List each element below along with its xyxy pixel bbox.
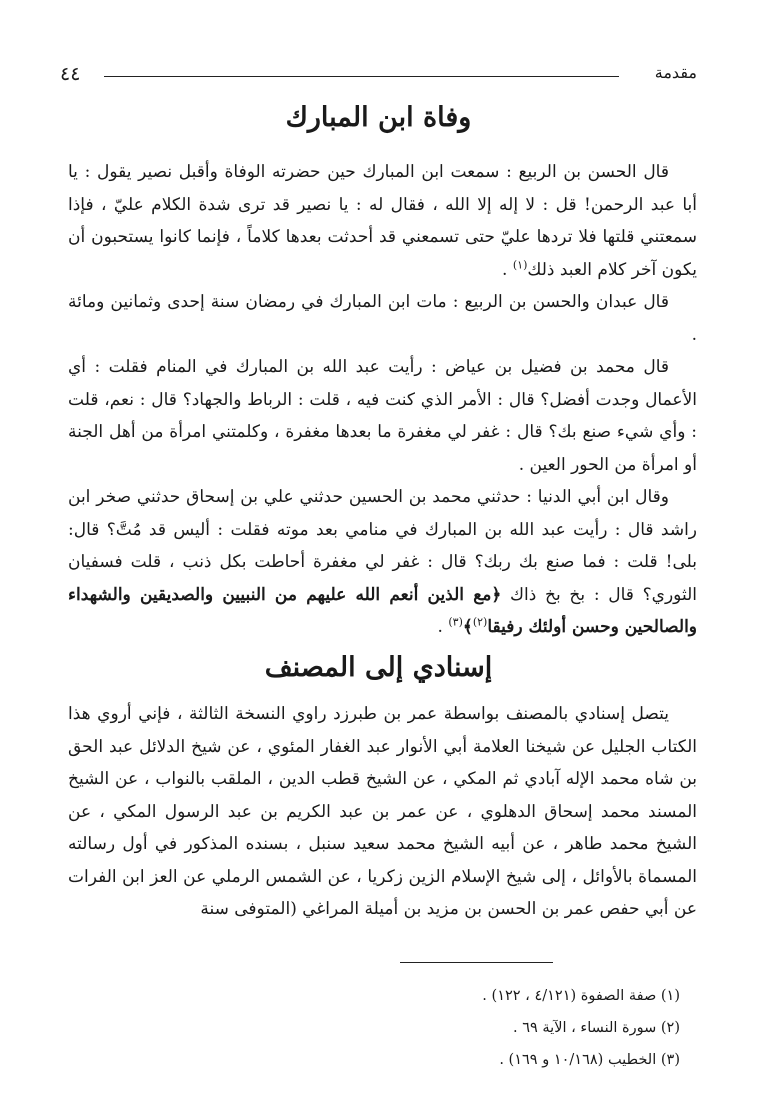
footnote: (١) صفة الصفوة (٤/١٢١ ، ١٢٢) . (482, 988, 680, 1004)
heading-my-chain-to-author: إسنادي إلى المصنف (264, 652, 493, 683)
paragraph (68, 481, 697, 644)
footnote-ref-3: (٣) (448, 615, 463, 629)
section-death-text (68, 156, 697, 644)
footnote-ref-1: (١) (512, 257, 528, 271)
quran-close-bracket: ﴾ (462, 617, 473, 637)
paragraph: يتصل إسنادي بالمصنف بواسطة عمر بن طبرزد راوي النسخة الثالثة ، فإني أروي هذا الكتاب الجليل عن شيخنا العلامة أبي الأنوار عبد الغفار المئوي ، عن شيخ الدلائل عبد الحق بن شاه محمد الإله آبادي ثم المكي ، عن الشيخ قطب الدين ، الملقب بالنواب ، عن الشيخ المسند محمد إسحاق الدهلوي ، عن عمر بن عبد الكريم بن عبد الرسول المكي ، عن الشيخ محمد طاهر ، عن أبيه الشيخ محمد سعيد سنبل ، بسنده المذكور في أول رسالته المسماة بالأوائل ، إلى شيخ الإسلام الزين زكريا ، عن الشمس الرملي عن العز ابن الفرات عن أبي حفص عمر بن الحسن بن مزيد بن أميلة المراغي (المتوفى سنة (68, 704, 697, 919)
paragraph-text: وقال ابن أبي الدنيا : حدثني محمد بن الحسين حدثني علي بن إسحاق حدثني صخر ابن راشد قال : رأيت عبد الله بن المبارك في منامي بعد موته فقلت : أليس قد مُتَّ؟ قال: بلى! قلت : فما صنع بك ربك؟ قال : غفر لي مغفرة أحاطت بكل ذنب ، قلت فسفيان الثوري؟ قال : بخ بخ ذاك (68, 487, 697, 605)
paragraph: قال محمد بن فضيل بن عياض : رأيت عبد الله بن المبارك في المنام فقلت : أي الأعمال وجدت أفضل؟ قال : الأمر الذي كنت فيه ، قلت : الرباط والجهاد؟ قال : نعم، قلت : وأي شيء صنع بك؟ قال : غفر لي مغفرة ما بعدها مغفرة ، وكلمتني امرأة من أهل الجنة أو امرأة من الحور العين . (68, 357, 697, 475)
punctuation: . (437, 617, 449, 637)
punctuation: . (502, 259, 513, 280)
footnote-rule (400, 962, 553, 963)
paragraph-text: قال الحسن بن الربيع : سمعت ابن المبارك حين حضرته الوفاة وأقبل نصير يقول : يا أبا عبد الرحمن! قل : لا إله إلا الله ، فقال له : يا نصير قد ترى شدة الكلام عليّ ، فإذا سمعتني قلتها فلا تردها عليّ حتى تسمعني قد أحدثت بعدها كلاماً ، فإنما كانوا يستحبون أن يكون آخر كلام العبد ذلك (68, 162, 697, 280)
paragraph (68, 156, 697, 286)
running-header (60, 58, 697, 92)
footnote-ref-2: (٢) (472, 615, 488, 629)
paragraph: قال عبدان والحسن بن الربيع : مات ابن المبارك في رمضان سنة إحدى وثمانين ومائة . (68, 292, 697, 345)
footnote: (٣) الخطيب (١٠/١٦٨ و ١٦٩) . (499, 1052, 680, 1068)
quran-verse: ﴿مع الذين أنعم الله عليهم من النبيين والصديقين والشهداء والصالحين وحسن أولئك رفيقا (68, 584, 697, 637)
section-name: مقدمة (654, 63, 697, 82)
page-number: ٤٤ (60, 63, 81, 85)
section-isnad-text (68, 698, 697, 926)
footnote: (٢) سورة النساء ، الآية ٦٩ . (513, 1020, 680, 1036)
header-rule (104, 76, 619, 77)
heading-death-of-ibn-al-mubarak: وفاة ابن المبارك (285, 102, 472, 133)
footnotes (60, 980, 680, 1076)
